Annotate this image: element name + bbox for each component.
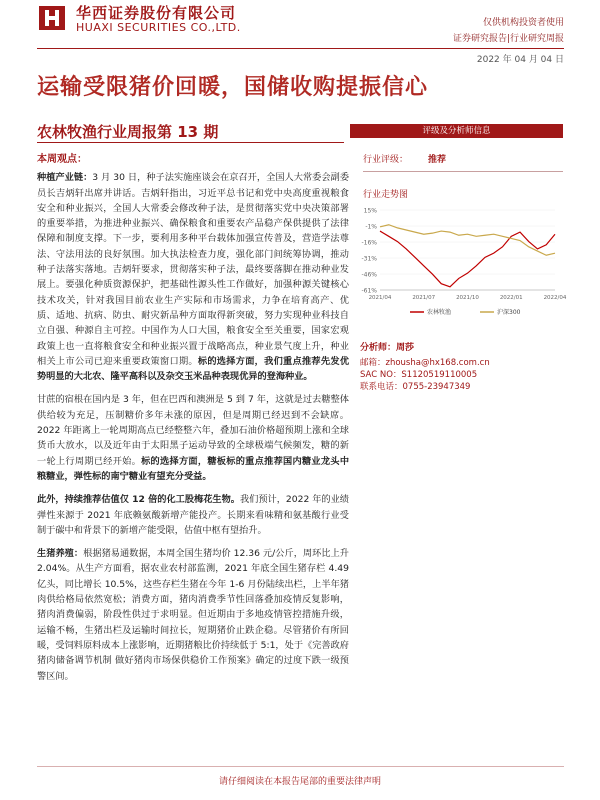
analyst-name: 分析师：周莎	[360, 343, 415, 353]
paragraph-text: 根据猪易通数据，本周全国生猪均价 12.36 元/公斤，周环比上升 2.04%。从生产方面看，据农业农村部监测，2021 年底全国生猪存栏 4.49 亿头，同比增长 10.5%，这些存栏生猪在今年 1-6 月份陆续出栏，上半年猪肉供给格局依然宽松；消费方面，猪肉消费季节性回落叠加疫情反复影响，猪肉消费偏弱，阶段性供过于求明显。但近期由于多地疫情管控措施升级，运输不畅，生猪出栏及运输时间拉长，短期猪价止跌企稳。尽管猪价有所回暖，受饲料原料成本上涨影响，近期猪粮比价持续低于 5:1，处于《完善政府猪肉储备调节机制 做好猪肉市场保供稳价工作预案》确定的过度下跌一级预警区间。	[37, 548, 349, 682]
subtitle-divider	[37, 142, 344, 143]
analyst-email: 邮箱：zhousha@hx168.com.cn	[360, 358, 490, 368]
header-divider	[37, 48, 564, 49]
paragraph-text: 甘蔗的宿根在国内是 3 年，但在巴西和澳洲是 5 到 7 年，这就是过去糖整体供给较为充足，压制糖价多年未涨的原因，但是周期已经迟到不会缺席。2022 年距离上一轮周期高点已经整整六年，叠加石油价格超预期上涨和全球货币大放水，以及近年由于太阳黑子运动导致的全球极端气候频发，糖的新一轮上行周期已经开始。	[37, 394, 349, 467]
sidebar-divider	[363, 171, 563, 172]
paragraph-highlight: 标的选择方面，我们重点推荐先发优势明显的大北农、隆平高科以及杂交玉米品种表现优异的登海种业。	[37, 355, 350, 383]
sidebar-header: 评级及分析师信息	[350, 124, 563, 138]
paragraph-hog	[37, 546, 349, 684]
legend-label: 沪深300	[497, 309, 521, 316]
x-tick-label: 2021/04	[368, 295, 392, 301]
company-name-en: HUAXI SECURITIES CO.,LTD.	[76, 21, 241, 34]
x-tick-label: 2021/07	[412, 295, 436, 301]
x-tick-label: 2022/04	[543, 295, 567, 301]
report-type: 证券研究报告|行业研究周报	[452, 34, 564, 44]
industry-rating	[363, 152, 446, 165]
paragraph-lead: 种植产业链：	[37, 172, 93, 184]
paragraph-text: 我们预计，2022 年的业绩弹性来源于 2021 年底赖氨酸新增产能投产。长期来看味精和氨基酸行业受制于碳中和背景下的新增产能受限，估值中枢有望抬升。	[37, 494, 349, 536]
report-date: 2022 年 04 月 04 日	[476, 55, 564, 65]
rating-label: 行业评级：	[363, 155, 409, 165]
paragraph-sugar	[37, 392, 349, 484]
legend-label: 农林牧渔	[427, 309, 452, 316]
y-tick-label: -46%	[361, 271, 377, 279]
y-tick-label: 15%	[363, 207, 377, 215]
y-tick-label: -61%	[361, 287, 377, 295]
analyst-sac: SAC NO：S1120519110005	[360, 370, 478, 380]
y-tick-label: -31%	[361, 255, 377, 263]
company-name-cn: 华西证券股份有限公司	[76, 4, 237, 22]
paragraph-chemical	[37, 492, 349, 538]
x-tick-label: 2021/10	[456, 295, 479, 301]
paragraph-lead: 生猪养殖：	[37, 548, 84, 560]
report-title: 运输受限猪价回暖，国储收购提振信心	[37, 75, 429, 100]
series-line	[380, 231, 555, 287]
section-heading: 本周观点：	[37, 154, 87, 165]
audience-note: 仅供机构投资者使用	[482, 18, 564, 28]
paragraph-highlight: 标的选择方面，糖板标的重点推荐国内糖业龙头中粮糖业，弹性标的南宁糖业有望充分受益。	[37, 455, 350, 482]
huaxi-logo-icon	[37, 4, 67, 32]
analyst-phone: 联系电话：0755-23947349	[360, 382, 471, 392]
rating-value: 推荐	[428, 155, 447, 165]
legal-footer: 请仔细阅读在本报告尾部的重要法律声明	[218, 777, 381, 787]
series-line	[380, 225, 555, 256]
report-body	[37, 152, 349, 692]
paragraph-text: 3 月 30 日，种子法实施座谈会在京召开，全国人大常委会副委员长吉炳轩出席并讲话。吉炳轩指出，习近平总书记和党中央高度重视粮食安全和种业振兴，全国人大常委会修改种子法，是贯彻落实党中央决策部署的重要举措，为推进种业振兴、确保粮食和重要农产品稳产保供提供了法律保障和制度支撑。下一步，要利用多种平台载体加强宣传普及，营造学法尊法、守法用法的良好氛围。加大执法检查力度，强化部门间统筹协调，推动种子法落实落地。吉炳轩要求，贯彻落实种子法，最终要落脚在推动种业发展上。要强化种质资源保护，把基础性源头性工作做好，加强种源关键核心技术攻关，针对我国目前农业生产实际和市场需求，力争在培育高产、优质、适地、抗病、防虫、耐灾新品种方面取得新突破，努力实现种业科技自立自强、种源自主可控。中国作为人口大国，粮食安全至关重要，国家宏观政策上也一直将粮食安全和种业振兴置于战略高点，种业景气度上升，种业相关上市公司已迎来重要政策窗口期。	[37, 172, 350, 367]
chart-title: 行业走势图	[363, 190, 409, 200]
footer-divider	[37, 766, 564, 767]
paragraph-seed	[37, 170, 349, 384]
y-tick-label: -1%	[365, 223, 377, 231]
industry-trend-chart	[350, 202, 567, 322]
y-tick-label: -16%	[361, 239, 377, 247]
paragraph-highlight: 此外，持续推荐估值仅 12 倍的化工股梅花生物。	[37, 494, 240, 506]
x-tick-label: 2022/01	[499, 295, 523, 301]
report-subtitle: 农林牧渔行业周报第 13 期	[37, 123, 219, 141]
